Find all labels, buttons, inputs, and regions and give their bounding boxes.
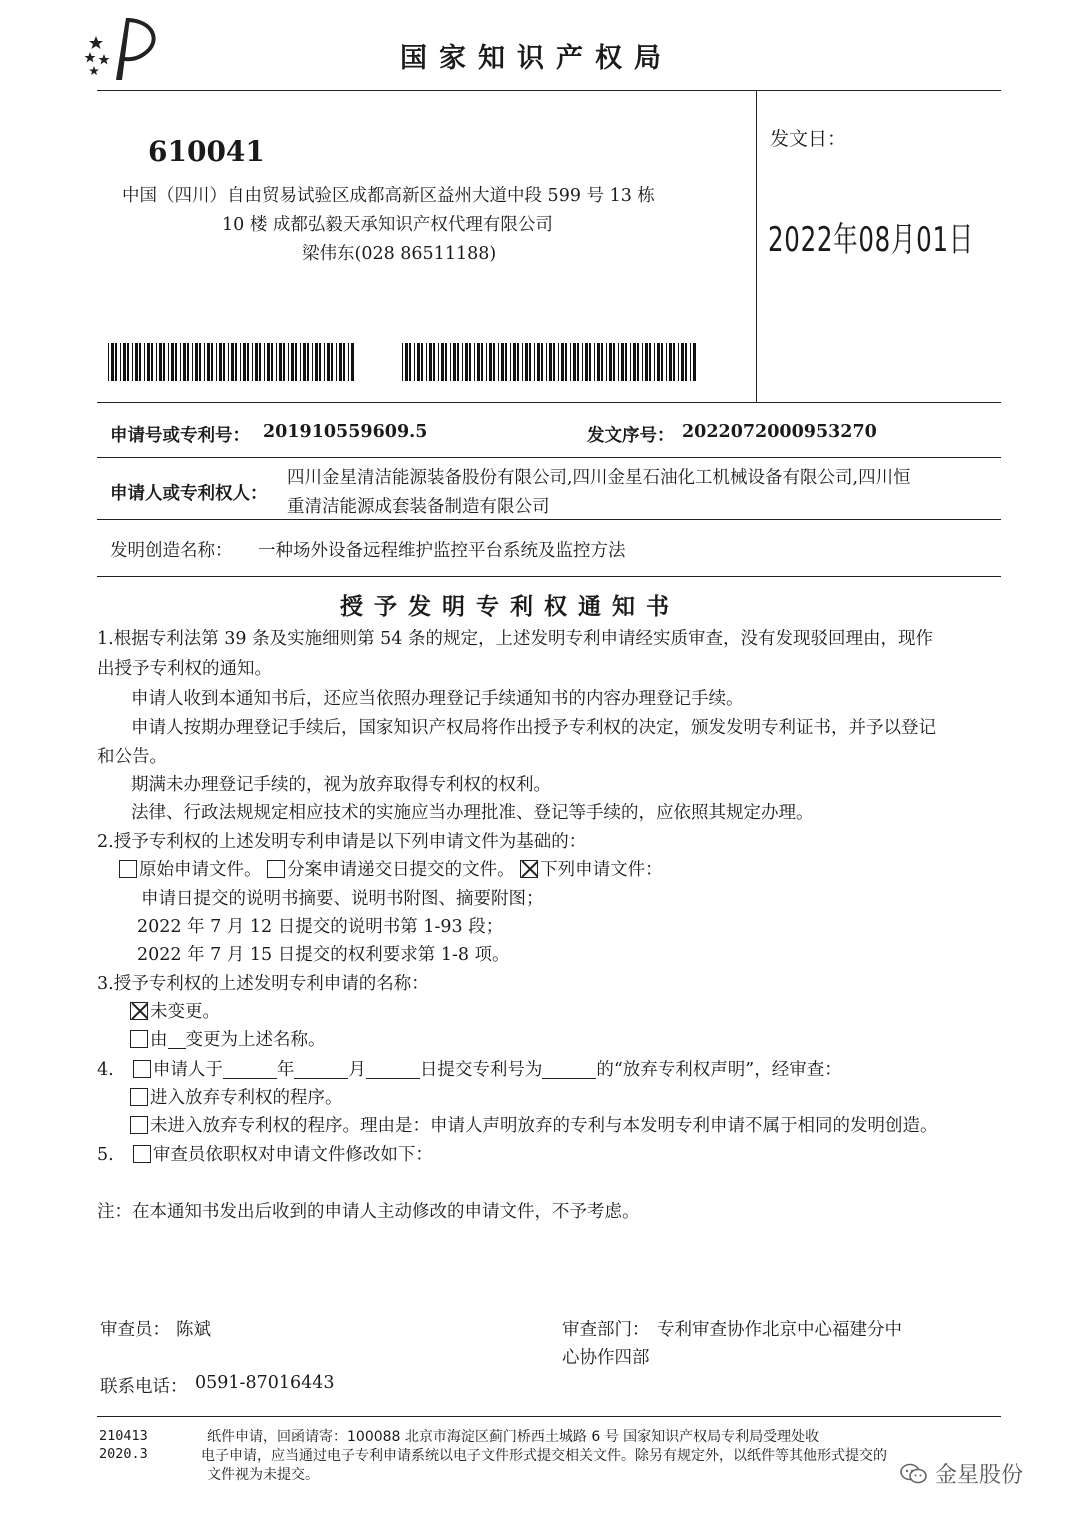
note: 注：在本通知书发出后收到的申请人主动修改的申请文件，不予考虑。 [97,1202,640,1222]
examiner-label: 审查员： [100,1320,170,1340]
section-4-number: 4. [97,1060,114,1080]
org-title: 国家知识产权局 [400,43,673,74]
applicant-line-1: 四川金星清洁能源装备股份有限公司,四川金星石油化工机械设备有限公司,四川恒 [287,468,911,488]
rule-1 [97,402,1001,403]
issue-date-value: 2022年08月01日 [768,220,974,260]
doc-list-3: 2022 年 7 月 15 日提交的权利要求第 1-8 项。 [137,945,510,965]
section-2-options [119,855,663,885]
address-line-1: 中国（四川）自由贸易试验区成都高新区益州大道中段 599 号 13 栋 [122,186,655,206]
doc-list-1: 申请日提交的说明书摘要、说明书附图、摘要附图； [141,889,544,909]
para-1b: 出授予专利权的通知。 [97,659,272,679]
form-code: 210413 [99,1428,148,1444]
waiver-enter-row [130,1083,343,1113]
phone-number: 0591-87016443 [195,1373,335,1393]
following-docs-label: 下列申请文件： [540,860,663,880]
footer-rule [97,1416,1001,1417]
month-blank [294,1060,348,1079]
address-line-3: 梁伟东(028 86511188) [302,244,497,264]
footer-line-3: 文件视为未提交。 [207,1467,319,1483]
section-5-row [97,1140,433,1170]
rule-3 [97,519,1001,520]
app-no-value: 201910559609.5 [263,422,428,442]
divisional-docs-label: 分案申请递交日提交的文件。 [287,860,515,880]
month-label: 月 [348,1060,366,1080]
phone-label: 联系电话： [100,1377,188,1397]
waiver-not-enter-row [130,1111,938,1141]
cnipa-logo-icon [82,14,162,82]
name-unchanged-checkbox[interactable] [130,1002,148,1020]
address-line-2: 10 楼 成都弘毅天承知识产权代理有限公司 [222,215,553,235]
section-2-heading: 2.授予专利权的上述发明专利申请是以下列申请文件为基础的： [97,832,587,852]
examiner-name: 陈斌 [176,1320,211,1340]
waiver-not-enter-label: 未进入放弃专利权的程序。理由是：申请人声明放弃的专利与本发明专利申请不属于相同的发明创造。 [150,1116,938,1136]
waiver-text-b: 日提交专利号为 [419,1060,543,1080]
name-unchanged-label: 未变更。 [150,1002,220,1022]
rule-4 [97,576,1001,577]
original-docs-label: 原始申请文件。 [139,860,262,880]
ex-officio-amend-label: 审查员依职权对申请文件修改如下： [152,1145,433,1165]
name-blank [168,1030,186,1049]
section-4-row [97,1055,842,1085]
wechat-icon [900,1463,928,1485]
name-unchanged-row [130,997,220,1027]
para-5: 法律、行政法规规定相应技术的实施应当办理批准、登记等手续的，应依照其规定办理。 [131,803,814,823]
app-no-label: 申请号或专利号： [110,426,250,446]
doc-seq-label: 发文序号： [587,426,675,446]
waiver-text-c: 的“放弃专利权声明”，经审查： [596,1060,842,1080]
dept-line-2: 心协作四部 [562,1348,650,1368]
name-changed-from: 由 [150,1030,168,1050]
para-2: 申请人收到本通知书后，还应当依照办理登记手续通知书的内容办理登记手续。 [131,689,744,709]
waiver-text-a: 申请人于 [152,1060,223,1080]
para-3b: 和公告。 [97,747,167,767]
issue-date-label: 发文日： [770,128,847,150]
year-blank [223,1060,277,1079]
divisional-docs-checkbox[interactable] [267,860,285,878]
waiver-checkbox[interactable] [133,1060,151,1078]
footer-line-1: 纸件申请，回函请寄：100088 北京市海淀区蓟门桥西土城路 6 号 国家知识产权局专利局受理处收 [207,1429,820,1445]
section-3-heading: 3.授予专利权的上述发明专利申请的名称： [97,974,429,994]
header-rule [97,90,1001,91]
rule-2 [97,457,1001,458]
invention-label: 发明创造名称： [110,541,233,561]
date-box-divider [756,90,757,402]
waiver-not-enter-checkbox[interactable] [130,1116,148,1134]
applicant-label: 申请人或专利权人： [110,484,268,504]
postal-code: 610041 [148,135,265,168]
dept-line-1: 专利审查协作北京中心福建分中 [657,1320,902,1340]
barcode-left [108,343,355,381]
following-docs-checkbox[interactable] [520,860,538,878]
year-label: 年 [276,1060,295,1080]
doc-seq-value: 2022072000953270 [682,422,877,442]
name-changed-to: 变更为上述名称。 [185,1030,326,1050]
dept-label: 审查部门： [562,1320,650,1340]
para-1a: 1.根据专利法第 39 条及实施细则第 54 条的规定，上述发明专利申请经实质审查，没有发现驳回理由，现作 [97,629,933,649]
para-4: 期满未办理登记手续的，视为放弃取得专利权的权利。 [131,775,551,795]
notice-title: 授予发明专利权通知书 [340,594,680,620]
patent-no-blank [542,1060,596,1079]
waiver-enter-label: 进入放弃专利权的程序。 [150,1088,343,1108]
para-3a: 申请人按期办理登记手续后，国家知识产权局将作出授予专利权的决定，颁发发明专利证书，并予以登记 [131,718,936,738]
watermark-text: 金星股份 [935,1463,1024,1488]
waiver-enter-checkbox[interactable] [130,1088,148,1106]
name-changed-row [130,1025,326,1055]
footer-line-2: 电子申请，应当通过电子专利申请系统以电子文件形式提交相关文件。除另有规定外，以纸件等其他形式提交的 [201,1448,887,1464]
original-docs-checkbox[interactable] [119,860,137,878]
ex-officio-amend-checkbox[interactable] [133,1145,151,1163]
day-blank [366,1060,420,1079]
applicant-line-2: 重清洁能源成套装备制造有限公司 [287,497,550,517]
wechat-watermark [900,1458,1023,1489]
invention-name: 一种场外设备远程维护监控平台系统及监控方法 [258,541,626,561]
barcode-right [402,343,699,381]
doc-list-2: 2022 年 7 月 12 日提交的说明书第 1-93 段； [137,917,504,937]
form-version: 2020.3 [99,1446,148,1462]
name-changed-checkbox[interactable] [130,1030,148,1048]
section-5-number: 5. [97,1145,114,1165]
